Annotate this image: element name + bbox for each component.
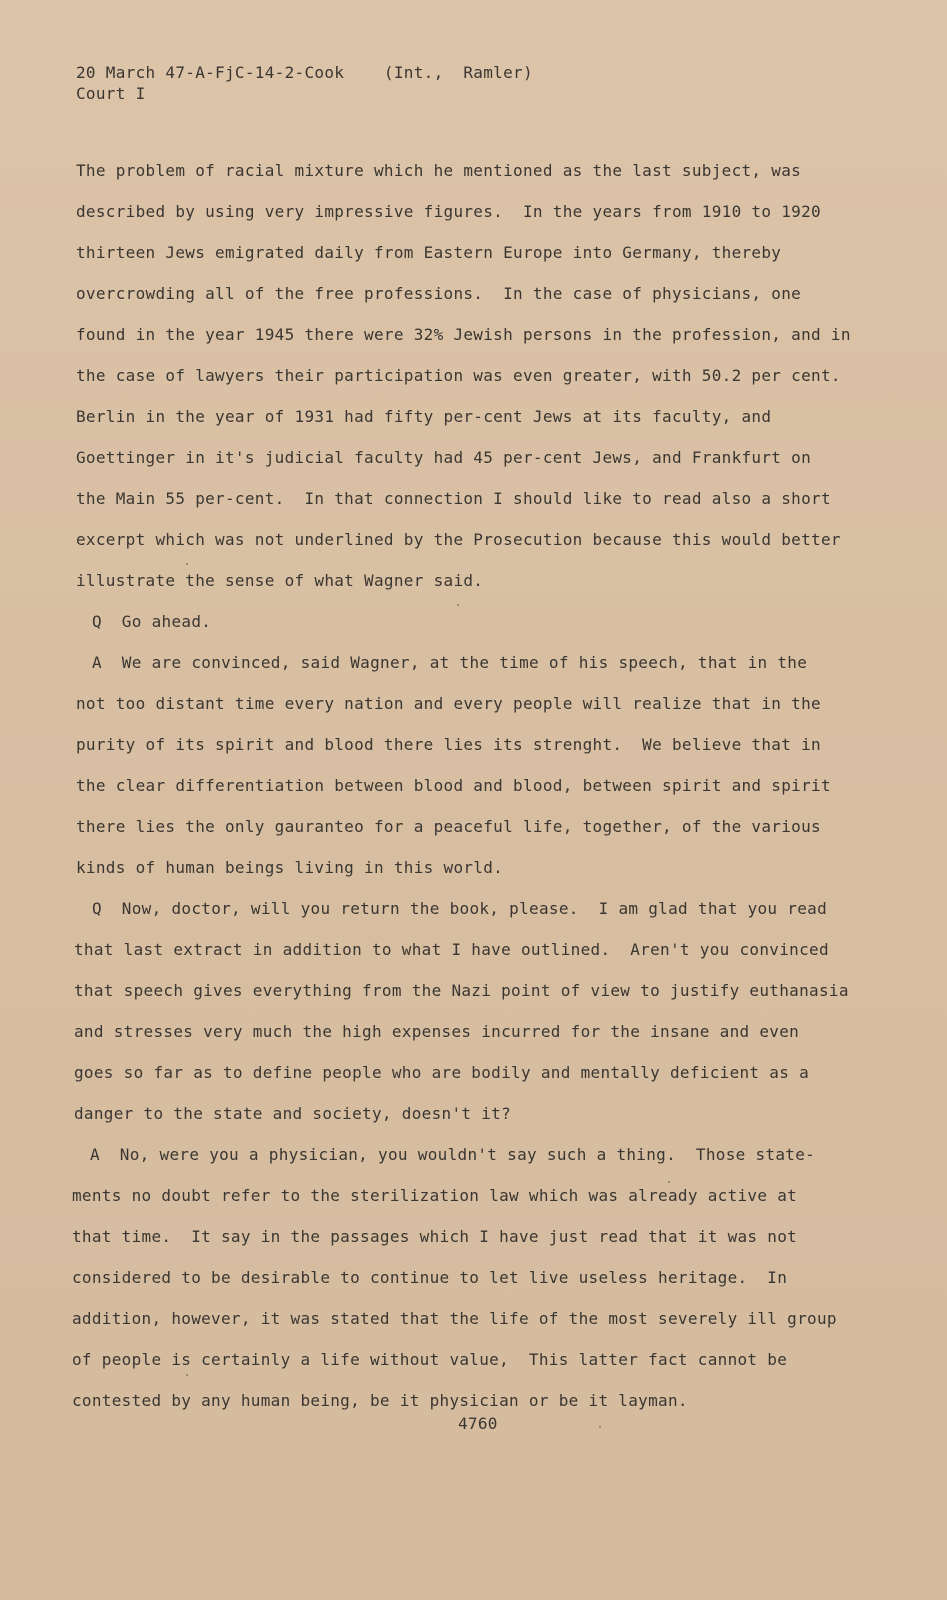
- body-line: thirteen Jews emigrated daily from Eastern Europe into Germany, thereby: [76, 243, 782, 262]
- question-line: Q Go ahead.: [92, 612, 212, 631]
- body-line: excerpt which was not underlined by the Prosecution because this would better: [76, 530, 841, 549]
- header-docket-line: 20 March 47-A-FjC-14-2-Cook (Int., Ramler): [76, 63, 533, 82]
- body-line: illustrate the sense of what Wagner said.: [76, 571, 484, 590]
- body-line: not too distant time every nation and every people will realize that in the: [76, 694, 821, 713]
- body-line: purity of its spirit and blood there lies its strenght. We believe that in: [76, 735, 821, 754]
- body-line: danger to the state and society, doesn't it?: [74, 1104, 512, 1123]
- body-line: the Main 55 per-cent. In that connection I should like to read also a short: [76, 489, 831, 508]
- answer-line: A We are convinced, said Wagner, at the time of his speech, that in the: [92, 653, 808, 672]
- body-line: kinds of human beings living in this world.: [76, 858, 504, 877]
- body-line: described by using very impressive figures. In the years from 1910 to 1920: [76, 202, 821, 221]
- body-line: addition, however, it was stated that the life of the most severely ill group: [72, 1309, 837, 1328]
- page-number: 4760: [458, 1414, 498, 1433]
- body-line: Berlin in the year of 1931 had fifty per-cent Jews at its faculty, and: [76, 407, 772, 426]
- answer-line: A No, were you a physician, you wouldn't say such a thing. Those state-: [90, 1145, 816, 1164]
- body-line: the clear differentiation between blood and blood, between spirit and spirit: [76, 776, 831, 795]
- body-line: overcrowding all of the free professions. In the case of physicians, one: [76, 284, 802, 303]
- body-line: contested by any human being, be it physician or be it layman.: [72, 1391, 688, 1410]
- body-line: found in the year 1945 there were 32% Jewish persons in the profession, and in: [76, 325, 851, 344]
- body-line: there lies the only gauranteo for a peaceful life, together, of the various: [76, 817, 821, 836]
- body-line: considered to be desirable to continue to let live useless heritage. In: [72, 1268, 788, 1287]
- body-line: that speech gives everything from the Nazi point of view to justify euthanasia: [74, 981, 849, 1000]
- question-line: Q Now, doctor, will you return the book, please. I am glad that you read: [92, 899, 828, 918]
- body-line: the case of lawyers their participation was even greater, with 50.2 per cent.: [76, 366, 841, 385]
- body-line: The problem of racial mixture which he mentioned as the last subject, was: [76, 161, 802, 180]
- body-line: and stresses very much the high expenses incurred for the insane and even: [74, 1022, 800, 1041]
- body-line: of people is certainly a life without value, This latter fact cannot be: [72, 1350, 788, 1369]
- header-court-line: Court I: [76, 84, 146, 103]
- body-line: goes so far as to define people who are bodily and mentally deficient as a: [74, 1063, 810, 1082]
- body-line: Goettinger in it's judicial faculty had 45 per-cent Jews, and Frankfurt on: [76, 448, 812, 467]
- body-line: ments no doubt refer to the sterilization law which was already active at: [72, 1186, 798, 1205]
- body-line: that last extract in addition to what I have outlined. Aren't you convinced: [74, 940, 829, 959]
- body-line: that time. It say in the passages which I have just read that it was not: [72, 1227, 798, 1246]
